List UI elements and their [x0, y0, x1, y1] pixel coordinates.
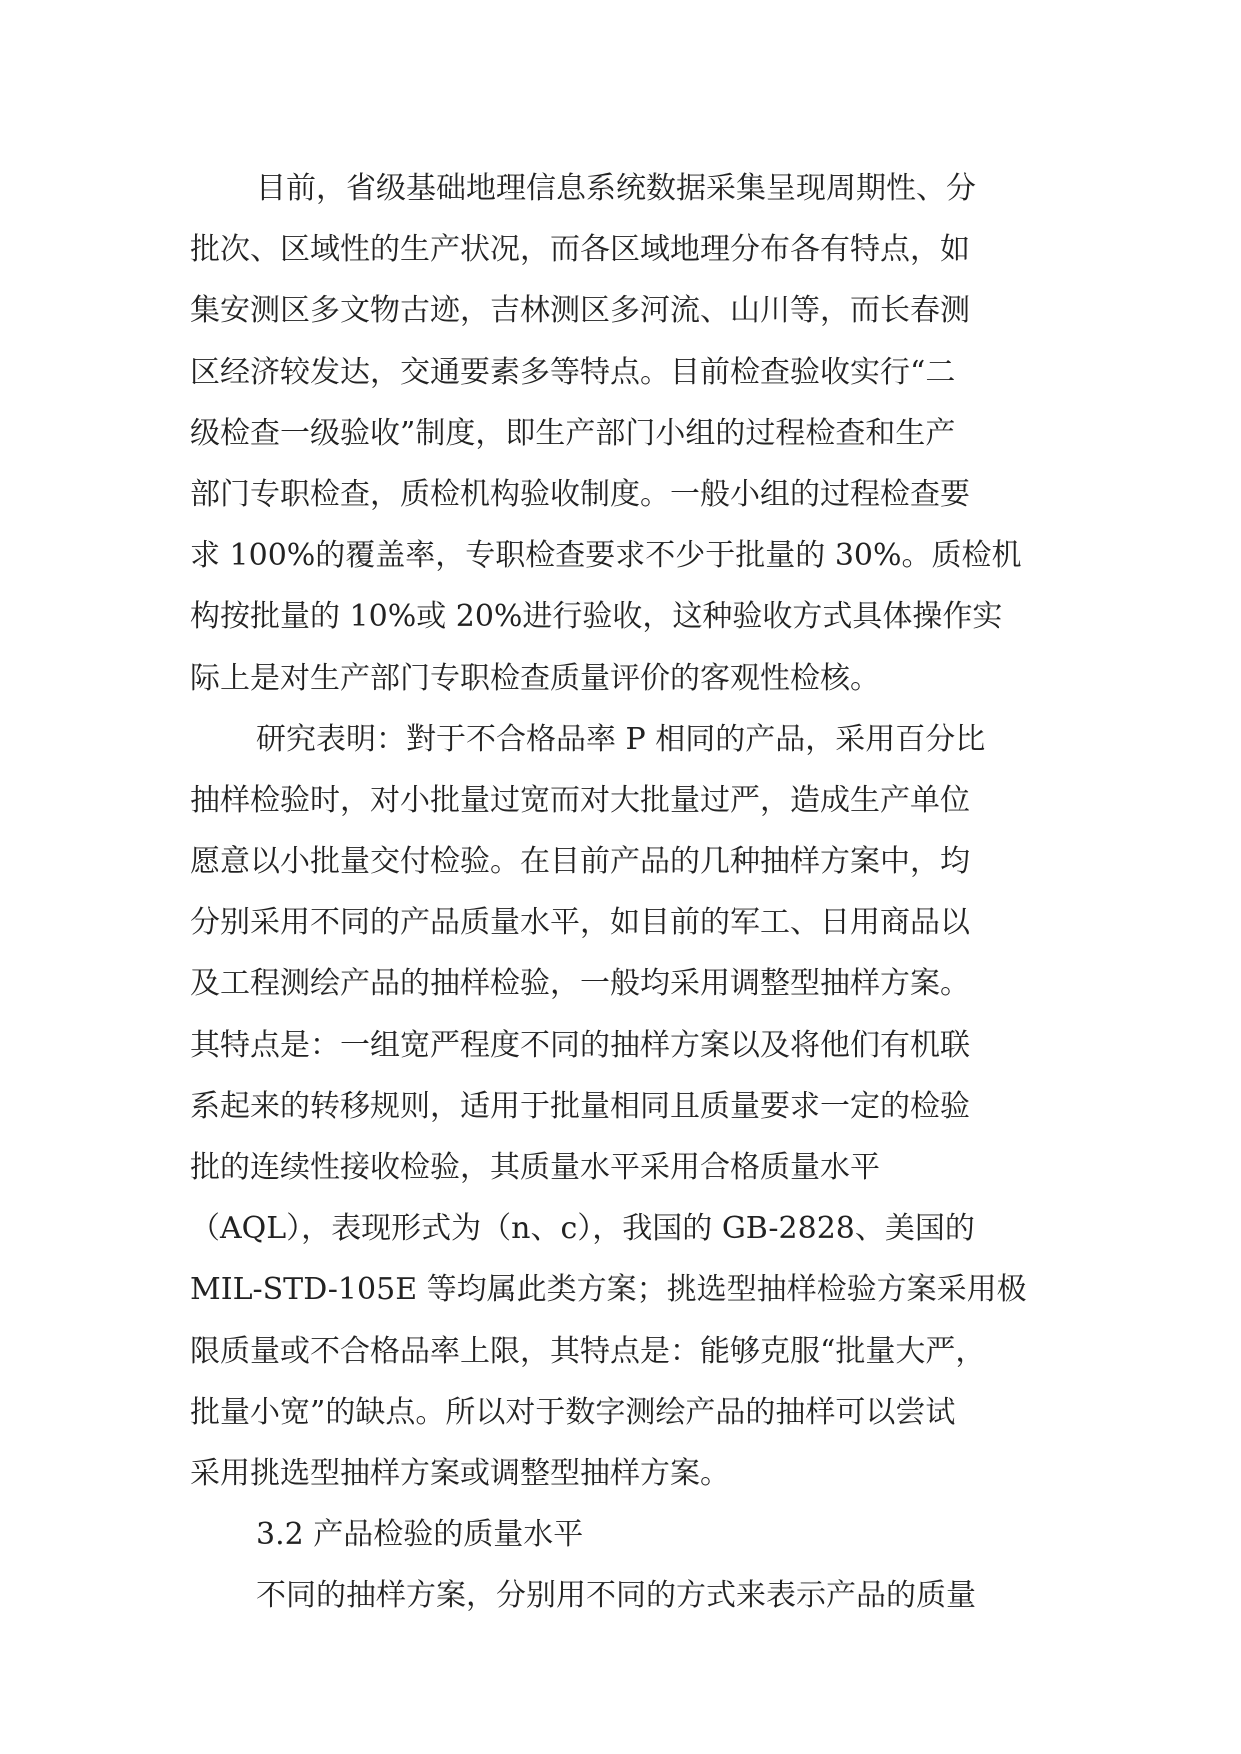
- paragraph-3: [190, 1565, 1070, 1626]
- paragraph-1: [190, 158, 1070, 709]
- document-body: [190, 158, 1070, 1627]
- paragraph-line: 集安测区多文物古迹，吉林测区多河流、山川等，而长春测: [190, 293, 970, 329]
- paragraph-line: （AQL），表现形式为（n、c），我国的 GB-2828、美国的: [190, 1211, 975, 1247]
- paragraph-line: 研究表明：對于不合格品率 P 相同的产品，采用百分比: [256, 721, 986, 757]
- paragraph-line: 系起来的转移规则，适用于批量相同且质量要求一定的检验: [190, 1088, 970, 1124]
- paragraph-line: 构按批量的 10%或 20%进行验收，这种验收方式具体操作实: [190, 599, 1003, 635]
- paragraph-line: 批量小宽”的缺点。所以对于数字测绘产品的抽样可以尝试: [190, 1394, 956, 1430]
- paragraph-line: 限质量或不合格品率上限，其特点是：能够克服“批量大严，: [190, 1333, 986, 1369]
- paragraph-line: 不同的抽样方案，分别用不同的方式来表示产品的质量: [256, 1578, 976, 1614]
- paragraph-line: 求 100%的覆盖率，专职检查要求不少于批量的 30%。质检机: [190, 538, 1022, 574]
- section-heading: 3.2 产品检验的质量水平: [256, 1517, 584, 1553]
- paragraph-line: 际上是对生产部门专职检查质量评价的客观性检核。: [190, 660, 880, 696]
- paragraph-line: 区经济较发达，交通要素多等特点。目前检查验收实行“二: [190, 354, 956, 390]
- paragraph-line: 采用挑选型抽样方案或调整型抽样方案。: [190, 1455, 730, 1491]
- paragraph-line: 及工程测绘产品的抽样检验，一般均采用调整型抽样方案。: [190, 966, 970, 1002]
- paragraph-line: 级检查一级验收”制度，即生产部门小组的过程检查和生产: [190, 415, 956, 451]
- paragraph-line: 批的连续性接收检验，其质量水平采用合格质量水平: [190, 1150, 880, 1185]
- paragraph-line: 部门专职检查，质检机构验收制度。一般小组的过程检查要: [190, 476, 970, 512]
- paragraph-2: [190, 709, 1070, 1504]
- paragraph-line: 愿意以小批量交付检验。在目前产品的几种抽样方案中，均: [190, 844, 970, 880]
- paragraph-line: 目前，省级基础地理信息系统数据采集呈现周期性、分: [256, 171, 976, 206]
- paragraph-line: 其特点是：一组宽严程度不同的抽样方案以及将他们有机联: [190, 1027, 970, 1063]
- paragraph-line: MIL-STD-105E 等均属此类方案；挑选型抽样检验方案采用极: [190, 1272, 1027, 1308]
- paragraph-line: 抽样检验时，对小批量过宽而对大批量过严，造成生产单位: [190, 782, 970, 818]
- paragraph-line: 分别采用不同的产品质量水平，如目前的军工、日用商品以: [190, 905, 970, 941]
- paragraph-line: 批次、区域性的生产状况，而各区域地理分布各有特点，如: [190, 232, 970, 268]
